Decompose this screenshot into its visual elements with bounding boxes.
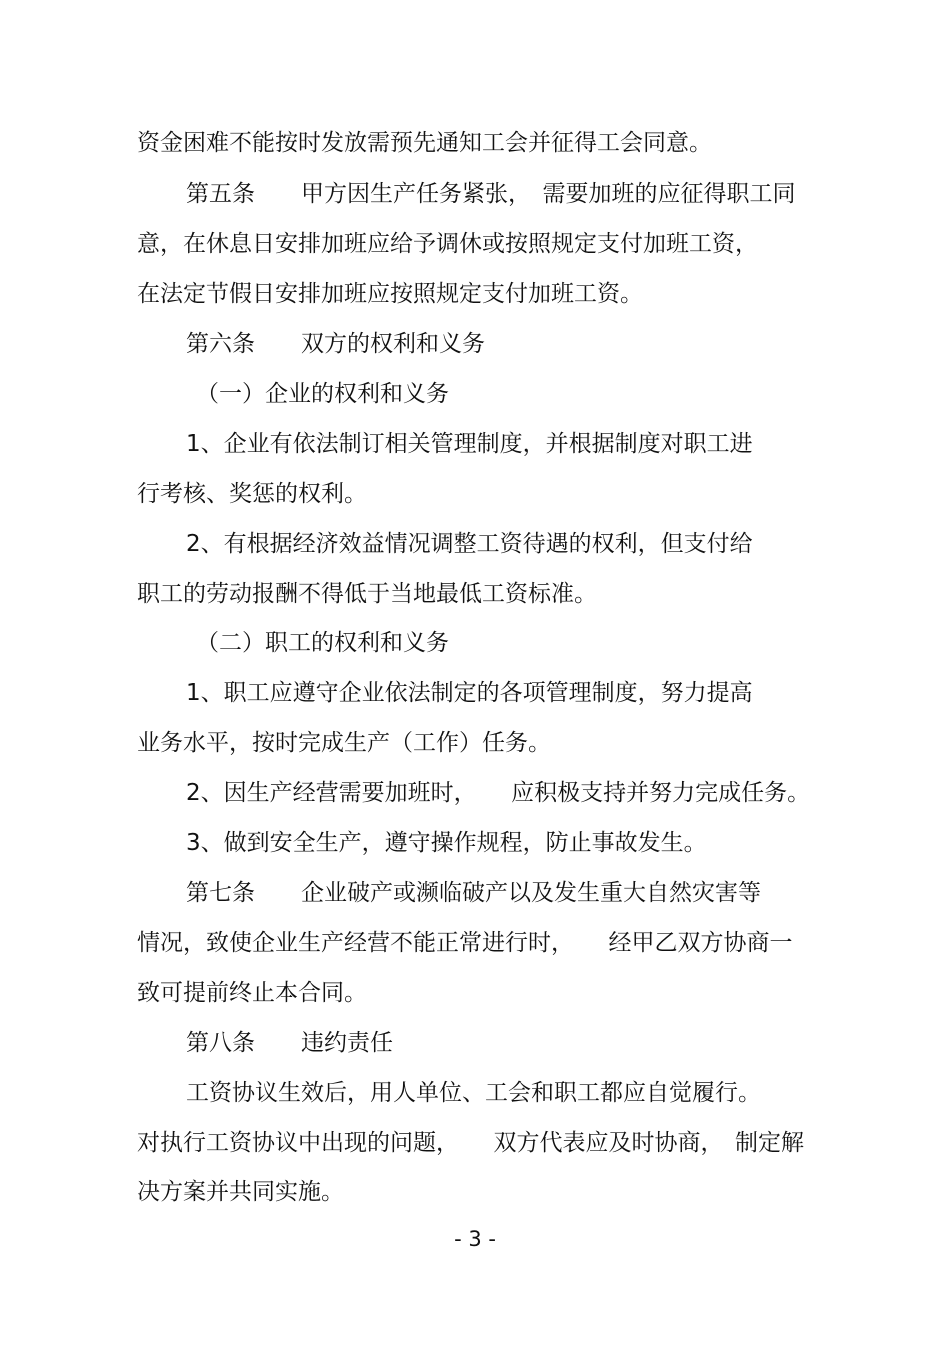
page-number: - 3 -	[454, 1227, 496, 1251]
article-7-line-1: 第七条 企业破产或濒临破产以及发生重大自然灾害等	[186, 880, 761, 906]
article-7-line-3: 致可提前终止本合同。	[137, 980, 367, 1006]
article-8-line-3: 决方案并共同实施。	[137, 1179, 344, 1205]
section-2-item-1-line-1: 1、职工应遵守企业依法制定的各项管理制度，努力提高	[186, 680, 753, 706]
section-2-item-3: 3、做到安全生产，遵守操作规程，防止事故发生。	[186, 830, 707, 856]
article-5-line-2: 意，在休息日安排加班应给予调休或按照规定支付加班工资，	[137, 231, 758, 257]
article-5-line-1: 第五条 甲方因生产任务紧张， 需要加班的应征得职工同	[186, 181, 796, 207]
section-1-heading: （一）企业的权利和义务	[196, 381, 449, 407]
text-line-1: 资金困难不能按时发放需预先通知工会并征得工会同意。	[137, 130, 712, 156]
section-1-item-1-line-1: 1、企业有依法制订相关管理制度，并根据制度对职工进	[186, 431, 753, 457]
section-2-heading: （二）职工的权利和义务	[196, 630, 449, 656]
section-1-item-1-line-2: 行考核、奖惩的权利。	[137, 481, 367, 507]
article-5-line-3: 在法定节假日安排加班应按照规定支付加班工资。	[137, 281, 643, 307]
article-7-line-2: 情况，致使企业生产经营不能正常进行时， 经甲乙双方协商一	[137, 930, 793, 956]
section-1-item-2-line-2: 职工的劳动报酬不得低于当地最低工资标准。	[137, 581, 597, 607]
article-8-line-2: 对执行工资协议中出现的问题， 双方代表应及时协商， 制定解	[137, 1130, 804, 1156]
section-1-item-2-line-1: 2、有根据经济效益情况调整工资待遇的权利，但支付给	[186, 531, 753, 557]
section-2-item-1-line-2: 业务水平，按时完成生产（工作）任务。	[137, 730, 551, 756]
article-8-line-1: 工资协议生效后，用人单位、工会和职工都应自觉履行。	[186, 1080, 761, 1106]
article-8-heading: 第八条 违约责任	[186, 1030, 393, 1056]
section-2-item-2: 2、因生产经营需要加班时， 应积极支持并努力完成任务。	[186, 780, 811, 806]
article-6-heading: 第六条 双方的权利和义务	[186, 331, 485, 357]
